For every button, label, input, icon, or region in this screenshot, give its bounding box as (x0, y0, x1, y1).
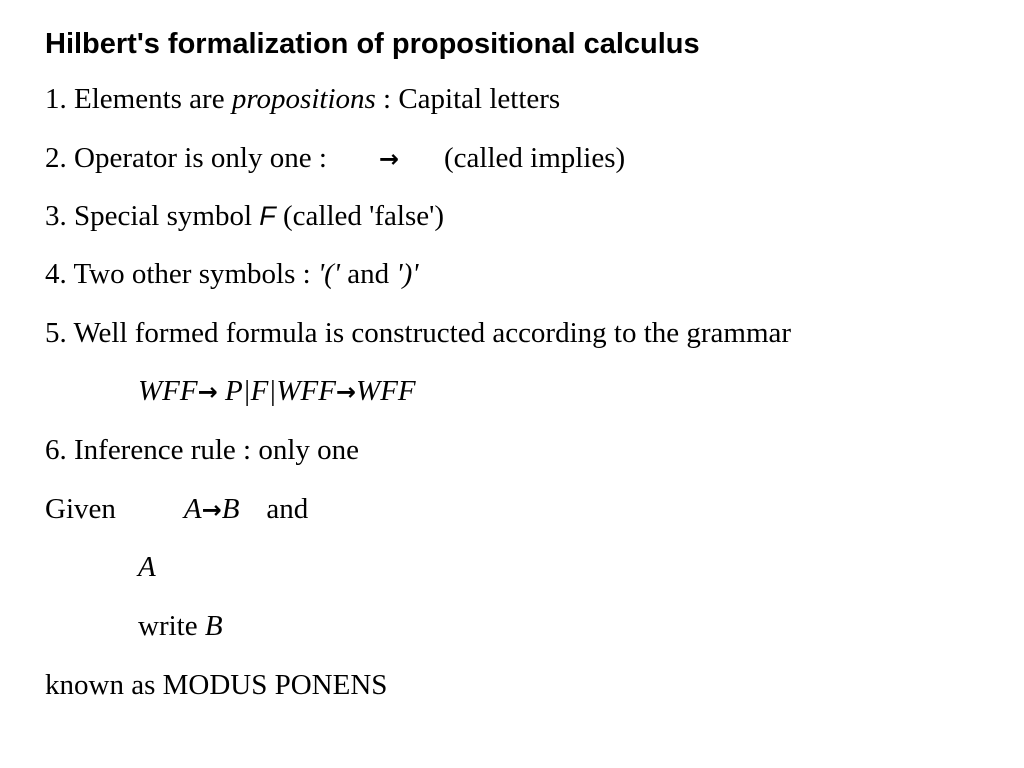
item-3-suffix: (called 'false') (275, 200, 445, 232)
conclusion-b: B (204, 610, 223, 642)
open-paren-symbol: '(' (317, 258, 340, 290)
item-6: 6. Inference rule : only one (45, 434, 360, 466)
implies-arrow-icon: → (378, 145, 399, 173)
grammar-rhs-end: WFF (356, 375, 416, 407)
false-symbol: F (259, 201, 276, 231)
conclusion-line (138, 609, 223, 643)
grammar-arrow-icon: → (197, 378, 218, 406)
grammar-arrow-2-icon: → (335, 378, 357, 406)
item-2-prefix: 2. Operator is only one : (45, 142, 327, 174)
item-5: 5. Well formed formula is constructed according to the grammar (45, 317, 792, 349)
item-1-emphasis: propositions (231, 83, 376, 115)
item-4-mid: and (340, 258, 397, 290)
slide-title: Hilbert's formalization of propositional calculus (45, 28, 700, 60)
given-line (45, 492, 308, 527)
item-2 (45, 141, 625, 176)
item-3 (45, 199, 444, 233)
known-as-line: known as MODUS PONENS (45, 669, 388, 701)
item-4-prefix: 4. Two other symbols : (45, 258, 318, 290)
premise-line: A (138, 551, 156, 583)
item-4 (45, 257, 418, 291)
item-3-prefix: 3. Special symbol (45, 200, 260, 232)
grammar-lhs: WFF (138, 375, 198, 407)
close-paren-symbol: ')' (396, 258, 419, 290)
item-1 (45, 82, 560, 116)
given-b: B (221, 493, 240, 525)
given-label: Given (45, 493, 116, 525)
given-arrow-icon: → (201, 496, 222, 524)
item-2-suffix: (called implies) (444, 142, 626, 174)
conclusion-write: write (138, 610, 205, 642)
grammar-rhs-start: P|F|WFF (217, 375, 336, 407)
item-1-suffix: : Capital letters (375, 83, 561, 115)
given-a: A (183, 493, 202, 525)
given-and: and (266, 493, 309, 525)
grammar-rule (138, 374, 416, 409)
item-1-prefix: 1. Elements are (45, 83, 232, 115)
